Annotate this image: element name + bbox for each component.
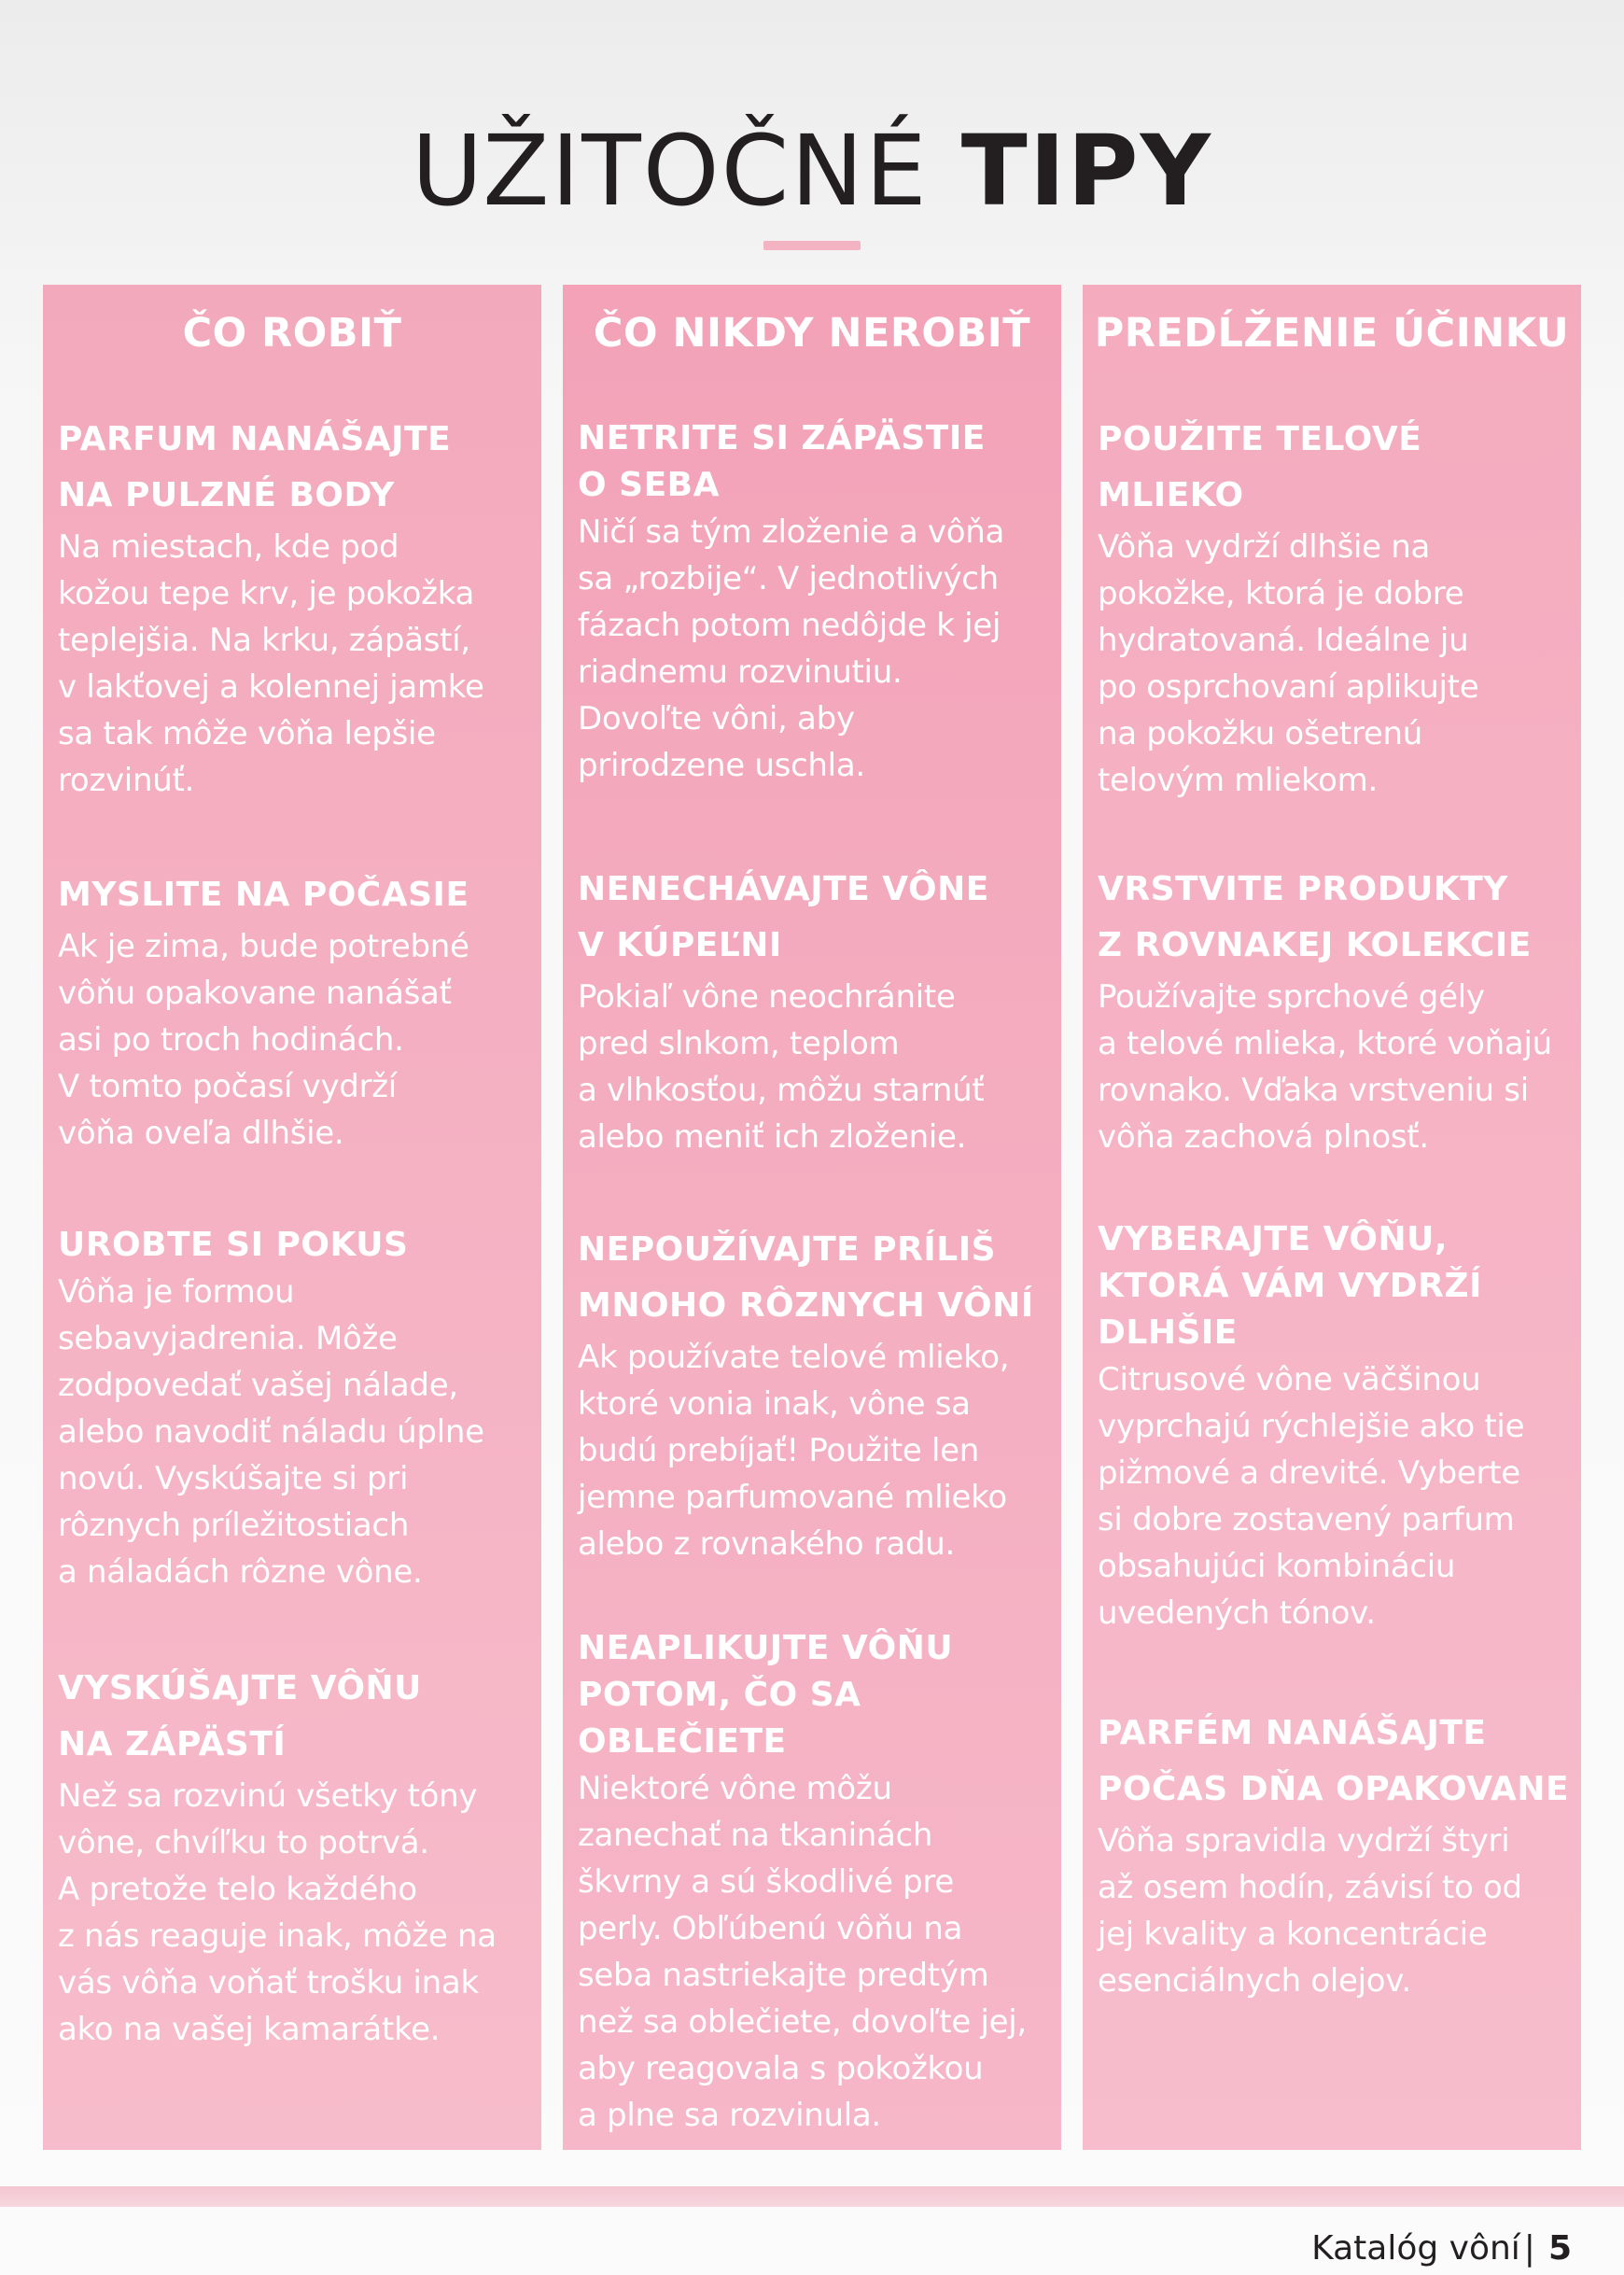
column-co-nikdy-nerobit (563, 285, 1061, 2150)
tip-body (1098, 1818, 1570, 2004)
tip-body (58, 923, 530, 1157)
tip-title (1098, 862, 1570, 974)
tip-block (578, 862, 1050, 1160)
tip-body-line: sa „rozbije“. V jednotlivých (578, 560, 999, 597)
tip-title (578, 1222, 1050, 1334)
footer-label: Katalóg vôní (1311, 2229, 1520, 2268)
tip-body-line: alebo meniť ich zloženie. (578, 1118, 967, 1156)
tip-title (578, 862, 1050, 974)
tip-block (1098, 862, 1570, 1160)
tip-body-line: vône, chvíľku to potrvá. (58, 1824, 429, 1861)
tip-body-line: na pokožku ošetrenú (1098, 715, 1423, 752)
tip-block (578, 415, 1050, 789)
tip-body-line: uvedených tónov. (1098, 1594, 1376, 1632)
tip-body-line: perly. Obľúbenú vôňu na (578, 1910, 963, 1947)
tip-body-line: Než sa rozvinú všetky tóny (58, 1777, 478, 1815)
tip-body-line: V tomto počasí vydrží (58, 1068, 397, 1105)
tip-title-line: VYSKÚŠAJTE VÔŇU (58, 1669, 422, 1707)
tip-body-line: vyprchajú rýchlejšie ako tie (1098, 1408, 1525, 1445)
page-footer (1311, 2226, 1572, 2272)
tip-body (58, 1773, 530, 2053)
tip-body-line: riadnemu rozvinutiu. (578, 653, 903, 691)
title-light: UŽITOČNÉ (412, 114, 961, 228)
tip-body-line: telovým mliekom. (1098, 762, 1379, 799)
tip-body-line: alebo navodiť náladu úplne (58, 1413, 484, 1451)
tip-body-line: a vlhkosťou, môžu starnúť (578, 1072, 985, 1109)
tip-block (578, 1222, 1050, 1567)
tip-title-line: O SEBA (578, 466, 720, 504)
tip-body-line: Ak používate telové mlieko, (578, 1339, 1010, 1376)
tip-title-line: MLIEKO (1098, 476, 1244, 514)
column-co-robit (43, 285, 541, 2150)
tip-block (1098, 1706, 1570, 2004)
tip-body-line: sa tak môže vôňa lepšie (58, 715, 436, 752)
tip-body-line: esenciálnych olejov. (1098, 1962, 1411, 2000)
tip-body-line: kožou tepe krv, je pokožka (58, 575, 475, 612)
tip-title (58, 1661, 530, 1773)
tip-body (1098, 524, 1570, 804)
tip-title-line: UROBTE SI POKUS (58, 1226, 409, 1264)
tip-title-line: MYSLITE NA POČASIE (58, 876, 469, 914)
tip-body-line: a plne sa rozvinula. (578, 2097, 881, 2134)
tip-body-line: vôňa zachová plnosť. (1098, 1118, 1429, 1156)
tip-body-line: a náladách rôzne vône. (58, 1553, 423, 1591)
tip-body-line: z nás reaguje inak, môže na (58, 1917, 497, 1955)
tip-title-line: MNOHO RÔZNYCH VÔNÍ (578, 1286, 1034, 1325)
tip-body-line: vôňu opakovane nanášať (58, 975, 452, 1012)
tip-title-line: NEPOUŽÍVAJTE PRÍLIŠ (578, 1230, 997, 1269)
tip-title-line: PARFUM NANÁŠAJTE (58, 420, 452, 458)
tip-title-line: KTORÁ VÁM VYDRŽÍ (1098, 1267, 1482, 1305)
tip-body-line: Na miestach, kde pod (58, 528, 399, 566)
tip-body-line: Ak je zima, bude potrebné (58, 928, 469, 965)
tip-body-line: v lakťovej a kolennej jamke (58, 668, 484, 706)
tip-body-line: jej kvality a koncentrácie (1098, 1916, 1488, 1953)
tip-title-line: NA PULZNÉ BODY (58, 476, 395, 514)
tip-body (1098, 974, 1570, 1160)
tip-body-line: vás vôňa voňať trošku inak (58, 1964, 479, 2001)
column-heading: ČO NIKDY NEROBIŤ (593, 310, 1031, 357)
tip-block (1098, 1216, 1570, 1636)
tip-body-line: po osprchovaní aplikujte (1098, 668, 1479, 706)
tip-body-line: prirodzene uschla. (578, 747, 865, 784)
tip-body (1098, 1356, 1570, 1636)
tip-title-line: NETRITE SI ZÁPÄSTIE (578, 419, 986, 457)
tip-body-line: asi po troch hodinách. (58, 1021, 404, 1059)
tip-title-line: V KÚPEĽNI (578, 926, 782, 964)
tip-body-line: teplejšia. Na krku, zápästí, (58, 622, 470, 659)
tip-body (578, 1765, 1050, 2139)
tip-body-line: Niektoré vône môžu (578, 1770, 892, 1807)
tip-title-line: NA ZÁPÄSTÍ (58, 1725, 287, 1763)
tip-block (58, 1222, 530, 1595)
tip-title-line: POTOM, ČO SA (578, 1676, 861, 1714)
tip-body-line: Vôňa vydrží dlhšie na (1098, 528, 1431, 566)
tip-block (58, 412, 530, 804)
tip-body-line: sebavyjadrenia. Môže (58, 1320, 398, 1357)
column-heading: PREDĹŽENIE ÚČINKU (1094, 310, 1570, 357)
tip-body-line: pižmové a drevité. Vyberte (1098, 1454, 1520, 1492)
tip-body-line: škvrny a sú škodlivé pre (578, 1863, 954, 1901)
tip-block (58, 867, 530, 1157)
tip-title-line: DLHŠIE (1098, 1313, 1238, 1352)
tip-body-line: ktoré vonia inak, vône sa (578, 1385, 971, 1423)
tip-block (578, 1625, 1050, 2139)
tip-body-line: Vôňa je formou (58, 1273, 295, 1311)
tip-body-line: Používajte sprchové gély (1098, 978, 1485, 1016)
tip-body-line: jemne parfumované mlieko (578, 1479, 1007, 1516)
tip-body-line: fázach potom nedôjde k jej (578, 607, 1001, 644)
bottom-divider (0, 2186, 1624, 2207)
tip-body-line: A pretože telo každého (58, 1871, 417, 1908)
tip-body-line: až osem hodín, závisí to od (1098, 1869, 1522, 1906)
tip-body-line: seba nastriekajte predtým (578, 1957, 989, 1994)
tip-body-line: Citrusové vône väčšinou (1098, 1361, 1481, 1398)
tip-body (58, 524, 530, 804)
tip-body (578, 974, 1050, 1160)
tip-title (1098, 412, 1570, 524)
tip-body-line: vôňa oveľa dlhšie. (58, 1115, 344, 1152)
tip-title-line: VYBERAJTE VÔŇU, (1098, 1220, 1448, 1258)
tip-title-line: NENECHÁVAJTE VÔNE (578, 870, 989, 908)
tip-body-line: pokožke, ktorá je dobre (1098, 575, 1464, 612)
column-heading: ČO ROBIŤ (182, 310, 402, 357)
tip-title (1098, 1216, 1570, 1356)
footer-separator: | (1523, 2229, 1535, 2268)
tip-title (578, 1625, 1050, 1765)
tip-body-line: novú. Vyskúšajte si pri (58, 1460, 409, 1497)
tip-body-line: rôznych príležitostiach (58, 1507, 410, 1544)
tip-body-line: Pokiaľ vône neochránite (578, 978, 956, 1016)
tip-title-line: POČAS DŇA OPAKOVANE (1098, 1770, 1570, 1808)
tip-title-line: Z ROVNAKEJ KOLEKCIE (1098, 926, 1532, 964)
tip-body-line: Vôňa spravidla vydrží štyri (1098, 1822, 1510, 1860)
tip-title-line: PARFÉM NANÁŠAJTE (1098, 1714, 1487, 1752)
tip-title (58, 867, 530, 923)
tip-body-line: Dovoľte vôni, aby (578, 700, 855, 737)
tip-title (58, 412, 530, 524)
tip-block (1098, 412, 1570, 804)
tip-title-line: POUŽITE TELOVÉ (1098, 420, 1422, 458)
tip-body-line: budú prebíjať! Použite len (578, 1432, 979, 1469)
column-predlzenie-ucinku (1083, 285, 1581, 2150)
tip-body-line: alebo z rovnakého radu. (578, 1525, 955, 1563)
tip-title-line: OBLEČIETE (578, 1722, 787, 1761)
tip-body (58, 1269, 530, 1595)
page-number: 5 (1547, 2229, 1572, 2268)
tip-body (578, 509, 1050, 789)
tip-body-line: a telové mlieka, ktoré voňajú (1098, 1025, 1552, 1062)
tip-body-line: obsahujúci kombináciu (1098, 1548, 1456, 1585)
tip-title (58, 1222, 530, 1269)
title-underline (763, 241, 861, 250)
tip-body-line: rovnako. Vďaka vrstveniu si (1098, 1072, 1529, 1109)
tip-title (1098, 1706, 1570, 1818)
tip-body (578, 1334, 1050, 1567)
page-title (0, 110, 1624, 232)
tip-body-line: rozvinúť. (58, 762, 194, 799)
tip-body-line: aby reagovala s pokožkou (578, 2050, 984, 2087)
tip-title (578, 415, 1050, 509)
tip-body-line: si dobre zostavený parfum (1098, 1501, 1515, 1538)
tip-body-line: ako na vašej kamarátke. (58, 2011, 441, 2048)
tip-body-line: Ničí sa tým zloženie a vôňa (578, 513, 1004, 551)
tip-body-line: zanechať na tkaninách (578, 1817, 933, 1854)
tip-body-line: pred slnkom, teplom (578, 1025, 900, 1062)
tip-title-line: VRSTVITE PRODUKTY (1098, 870, 1508, 908)
title-bold: TIPY (960, 114, 1212, 228)
tip-body-line: než sa oblečiete, dovoľte jej, (578, 2003, 1027, 2041)
tip-block (58, 1661, 530, 2053)
tip-body-line: hydratovaná. Ideálne ju (1098, 622, 1469, 659)
tip-title-line: NEAPLIKUJTE VÔŇU (578, 1629, 954, 1667)
tip-body-line: zodpovedať vašej nálade, (58, 1367, 458, 1404)
